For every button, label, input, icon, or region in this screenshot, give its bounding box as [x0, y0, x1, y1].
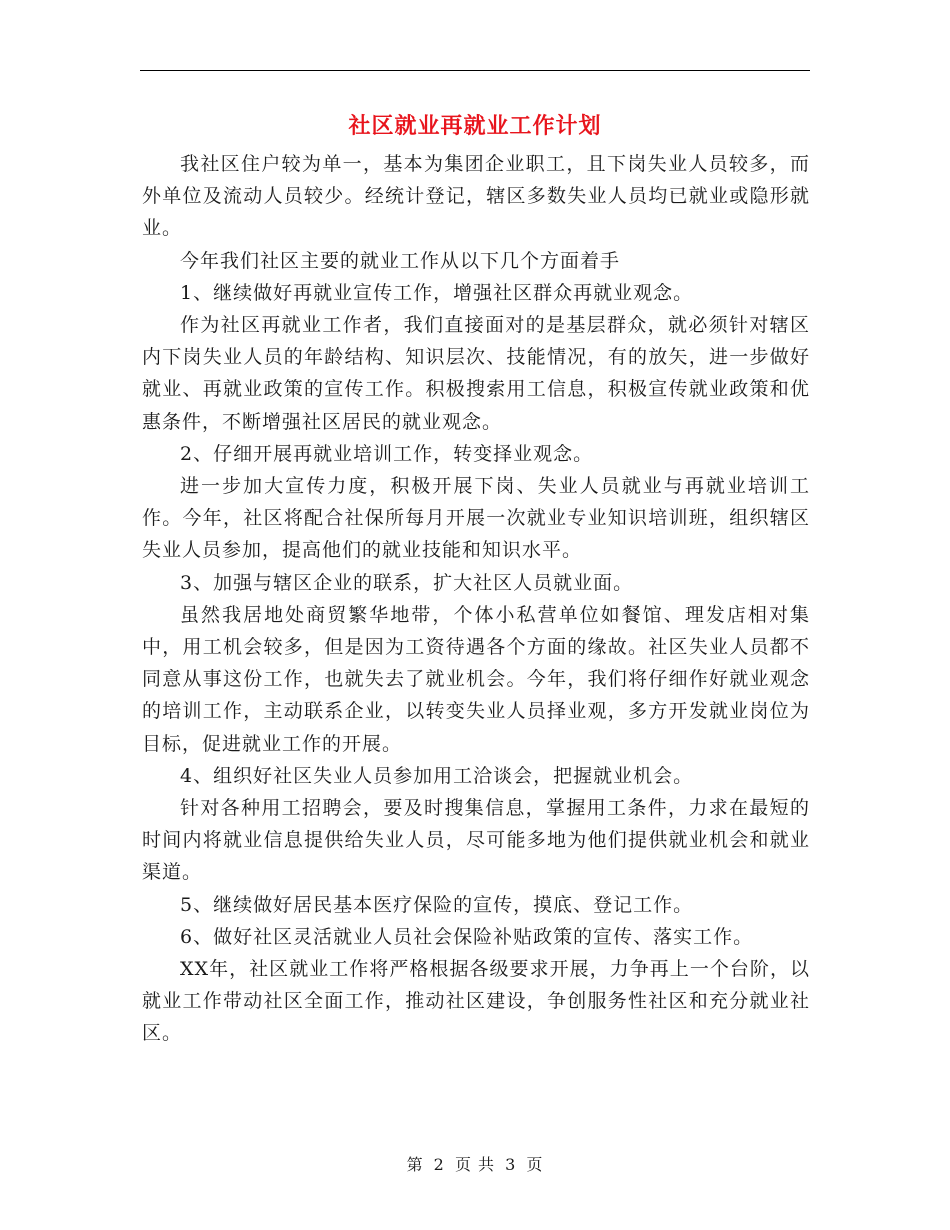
section-heading: 3、加强与辖区企业的联系，扩大社区人员就业面。 [180, 571, 634, 594]
section-heading: 5、继续做好居民基本医疗保险的宣传，摸底、登记工作。 [180, 893, 694, 916]
paragraph: 进一步加大宣传力度，积极开展下岗、失业人员就业与再就业培训工作。今年，社区将配合社保所每月开展一次就业专业知识培训班，组织辖区失业人员参加，提高他们的就业技能和知识水平。 [142, 475, 810, 562]
paragraph: 作为社区再就业工作者，我们直接面对的是基层群众，就必须针对辖区内下岗失业人员的年龄结构、知识层次、技能情况，有的放矢，进一步做好就业、再就业政策的宣传工作。积极搜索用工信息，积极宣传就业政策和优惠条件，不断增强社区居民的就业观念。 [142, 314, 810, 433]
paragraph: XX年，社区就业工作将严格根据各级要求开展，力争再上一个台阶，以就业工作带动社区全面工作，推动社区建设，争创服务性社区和充分就业社区。 [142, 958, 810, 1045]
paragraph: 针对各种用工招聘会，要及时搜集信息，掌握用工条件，力求在最短的时间内将就业信息提供给失业人员，尽可能多地为他们提供就业机会和就业渠道。 [142, 797, 810, 884]
paragraph: 虽然我居地处商贸繁华地带，个体小私营单位如餐馆、理发店相对集中，用工机会较多，但是因为工资待遇各个方面的缘故。社区失业人员都不同意从事这份工作，也就失去了就业机会。今年，我们将仔细作好就业观念的培训工作，主动联系企业，以转变失业人员择业观，多方开发就业岗位为目标，促进就业工作的开展。 [142, 603, 810, 755]
section-heading: 6、做好社区灵活就业人员社会保险补贴政策的宣传、落实工作。 [180, 925, 754, 948]
footer-suffix: 页 [526, 1155, 544, 1174]
total-pages-number: 3 [505, 1155, 517, 1174]
document-title: 社区就业再就业工作计划 [348, 113, 602, 139]
section-heading: 4、组织好社区失业人员参加用工洽谈会，把握就业机会。 [180, 764, 694, 787]
page-footer [0, 1152, 950, 1175]
paragraph: 今年我们社区主要的就业工作从以下几个方面着手 [180, 249, 621, 272]
header-rule [140, 70, 810, 71]
footer-middle: 页 共 [454, 1155, 496, 1174]
current-page-number: 2 [433, 1155, 445, 1174]
footer-prefix: 第 [406, 1155, 424, 1174]
document-body [142, 148, 810, 1050]
section-heading: 1、继续做好再就业宣传工作，增强社区群众再就业观念。 [180, 281, 694, 304]
section-heading: 2、仔细开展再就业培训工作，转变择业观念。 [180, 442, 594, 465]
paragraph: 我社区住户较为单一，基本为集团企业职工，且下岗失业人员较多，而外单位及流动人员较少。经统计登记，辖区多数失业人员均已就业或隐形就业。 [142, 153, 810, 240]
